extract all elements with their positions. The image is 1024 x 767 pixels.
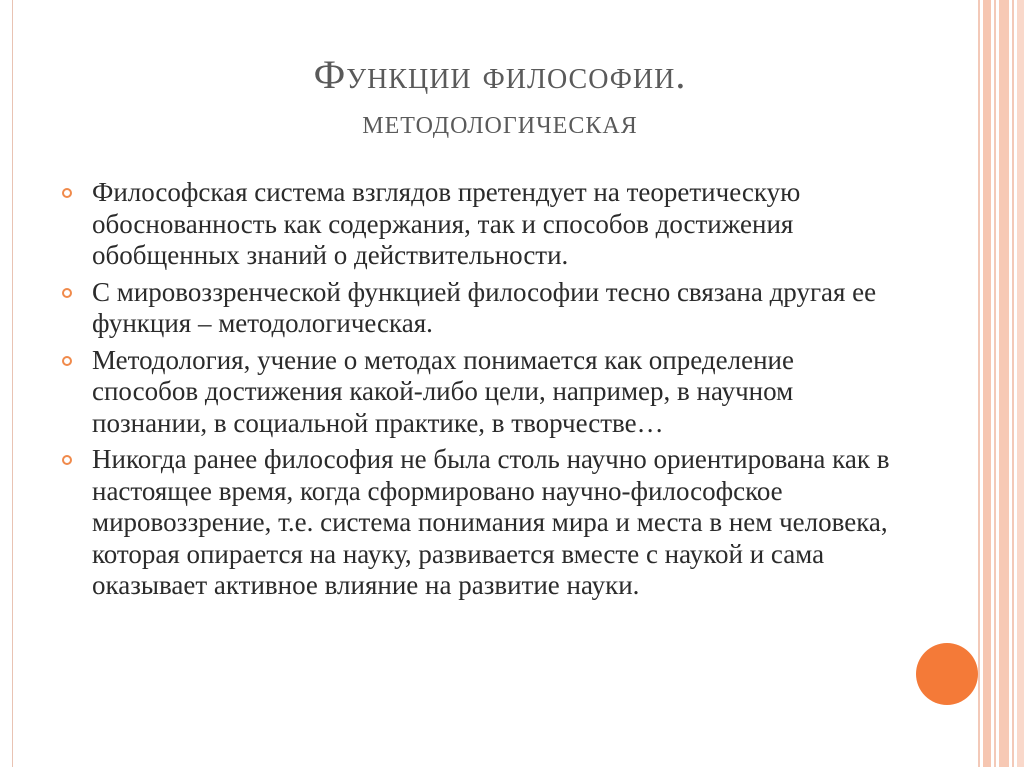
orange-circle-decoration [916,643,978,705]
right-decor-stripe [1017,0,1024,767]
bullet-ring-icon [62,455,72,465]
bullet-ring-icon [62,288,72,298]
right-decor-stripe [1012,0,1014,767]
bullet-list [62,177,892,607]
bullet-text: С мировоззренческой функцией философии тесно связана другая ее функция – методологическая. [92,276,877,338]
left-border-line [12,0,13,767]
bullet-item [62,277,892,340]
right-decor-stripe [978,0,980,767]
bullet-ring-icon [62,188,72,198]
bullet-text: Методология, учение о методах понимается как определение способов достижения какой-либо цели, например, в научном познании, в социальной практике, в творчестве… [92,344,794,438]
right-decor-stripe [994,0,996,767]
bullet-item [62,345,892,440]
right-decor-stripe [999,0,1009,767]
title-line-2: методологическая [362,104,638,141]
bullet-text: Философская система взглядов претендует на теоретическую обоснованность как содержания, так и способов достижения обобщенных знаний о действительности. [92,177,801,270]
bullet-ring-icon [62,356,72,366]
bullet-text: Никогда ранее философия не была столь научно ориентирована как в настоящее время, когда сформировано научно-философское мировоззрение, т.е. система понимания мира и места в нем человека, которая опирается на науку, развивается вместе с наукой и сама оказывает активное влияние на развитие науки. [92,444,890,600]
bullet-item [62,177,892,272]
slide-title [60,50,940,146]
right-decor-stripe [983,0,991,767]
title-line-1: Функции философии. [313,52,687,97]
bullet-item [62,444,892,602]
